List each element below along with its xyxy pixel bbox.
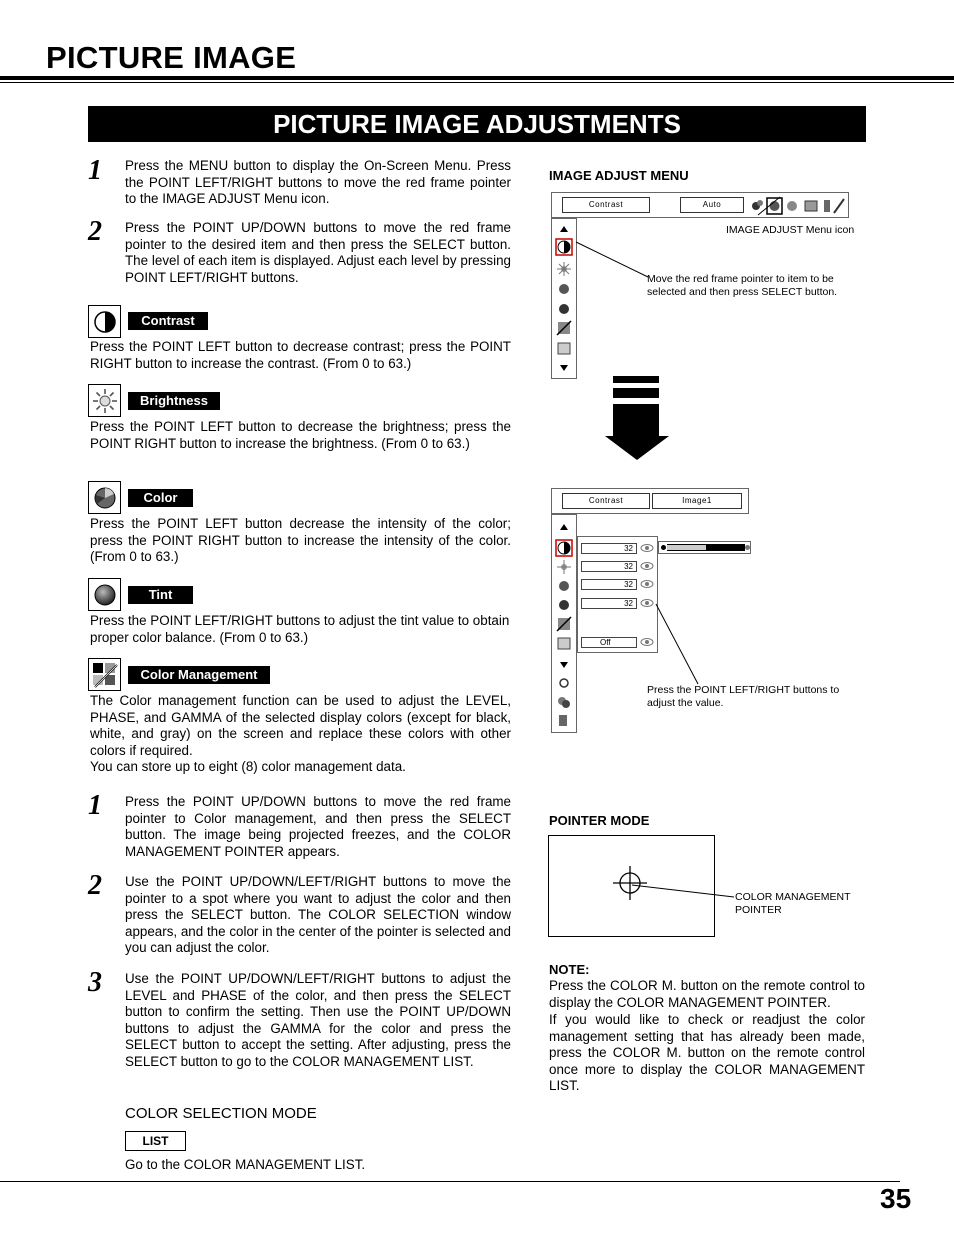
slider-fill [667, 545, 706, 550]
callout-adjust-value: Press the POINT LEFT/RIGHT buttons to adjust the value. [647, 684, 840, 709]
step-number: 2 [88, 216, 102, 247]
step-number: 1 [88, 790, 102, 821]
step-number: 3 [88, 967, 102, 998]
value-box-tint: 32 [581, 598, 637, 609]
value-box-contrast: 32 [581, 543, 637, 554]
item-text-extra: You can store up to eight (8) color management data. [90, 759, 406, 774]
note-text-2: If you would like to check or readjust the color management setting that has already been made, press the COLOR M. button on the remote control once more to display the COLOR MANAGEMENT LIST. [549, 1012, 865, 1094]
page-title: PICTURE IMAGE [46, 40, 297, 75]
value-box-brightness: 32 [581, 561, 637, 572]
callout-pointer: COLOR MANAGEMENT POINTER [735, 891, 851, 916]
arrow-down-icon [605, 376, 669, 460]
item-text: Press the POINT LEFT button to decrease contrast; press the POINT RIGHT button to increase the contrast. (From 0 to 63.) [90, 339, 511, 371]
slider-left-dot [661, 545, 666, 550]
item-label: Brightness [128, 392, 220, 410]
header-rule-thin [0, 82, 954, 83]
contrast-icon [88, 305, 121, 338]
image-adjust-menu-heading: IMAGE ADJUST MENU [549, 168, 689, 183]
step-text: Use the POINT UP/DOWN/LEFT/RIGHT buttons to move the pointer to a spot where you want to adjust the color and then press the SELECT button. The COLOR SELECTION window appears, and the color in the center of the pointer is selected and you can adjust the color. [125, 874, 511, 956]
list-button[interactable]: LIST [125, 1131, 186, 1151]
note-heading: NOTE: [549, 962, 590, 977]
pointer-callout-line [630, 875, 740, 905]
section-banner: PICTURE IMAGE ADJUSTMENTS [88, 106, 866, 142]
slider-right-dot [745, 545, 750, 550]
item-text: Press the POINT LEFT/RIGHT buttons to adjust the tint value to obtain proper color balance. (From 0 to 63.) [90, 613, 510, 645]
menu2-callout-line [650, 600, 710, 690]
tint-icon [88, 578, 121, 611]
step-text: Press the POINT UP/DOWN buttons to move the red frame pointer to Color management, and then press the SELECT button. The image being projected freezes, and the COLOR MANAGEMENT POINTER appears. [125, 794, 511, 859]
step-text: Press the POINT UP/DOWN buttons to move the red frame pointer to the desired item and then press the SELECT button. The level of each item is displayed. Adjust each level by pressing POINT LEFT/RIGHT buttons. [125, 220, 511, 285]
note-text: Press the COLOR M. button on the remote control to display the COLOR MANAGEMENT POINTER. [549, 978, 865, 1010]
item-label: Tint [128, 586, 193, 604]
menu2-value-column [577, 536, 658, 653]
color-icon [88, 481, 121, 514]
item-text: The Color management function can be used to adjust the LEVEL, PHASE, and GAMMA of the selected display colors (except for black, white, and gray) on the screen and replace these colors with other colors if required. [90, 693, 511, 758]
contrast-slider[interactable] [658, 541, 751, 554]
color-management-icon [88, 658, 121, 691]
color-selection-heading: COLOR SELECTION MODE [125, 1105, 317, 1122]
menu2-top-bar [551, 488, 749, 514]
value-box-off: Off [581, 637, 637, 648]
menu2-field-item: Contrast [562, 493, 650, 509]
step-text: Use the POINT UP/DOWN/LEFT/RIGHT buttons to adjust the LEVEL and PHASE of the color, and then press the SELECT button to confirm the setting. Then use the POINT UP/DOWN buttons to adjust the GAMMA for the color and press the SELECT button to accept the setting. After adjusting, press the SELECT button to go to the COLOR MANAGEMENT LIST. [125, 971, 511, 1069]
header-rule [0, 76, 954, 80]
color-selection-text: Go to the COLOR MANAGEMENT LIST. [125, 1157, 366, 1172]
menu2-icon-column [551, 514, 577, 733]
menu-field-value: Auto [680, 197, 744, 213]
item-text: Press the POINT LEFT button decrease the intensity of the color; press the POINT RIGHT button to increase the intensity of the color. (From 0 to 63.) [90, 516, 511, 565]
footer-rule [0, 1181, 900, 1182]
step-number: 2 [88, 870, 102, 901]
value-box-color: 32 [581, 579, 637, 590]
callout-red-frame: Move the red frame pointer to item to be selected and then press SELECT button. [647, 273, 838, 298]
menu-field-item: Contrast [562, 197, 650, 213]
menu2-field-value: Image1 [652, 493, 742, 509]
step-text: Press the MENU button to display the On-Screen Menu. Press the POINT LEFT/RIGHT buttons to move the red frame pointer to the IMAGE ADJUST Menu icon. [125, 158, 511, 207]
item-label: Color Management [128, 666, 270, 684]
item-label: Contrast [128, 312, 208, 330]
pointer-mode-heading: POINTER MODE [549, 813, 650, 828]
page-number: 35 [880, 1183, 912, 1214]
brightness-icon [88, 384, 121, 417]
callout-menu-icon: IMAGE ADJUST Menu icon [726, 224, 855, 236]
item-text: Press the POINT LEFT button to decrease the brightness; press the POINT RIGHT button to increase the brightness. (From 0 to 63.) [90, 419, 511, 451]
step-number: 1 [88, 155, 102, 186]
item-label: Color [128, 489, 193, 507]
slider-track [667, 544, 745, 551]
